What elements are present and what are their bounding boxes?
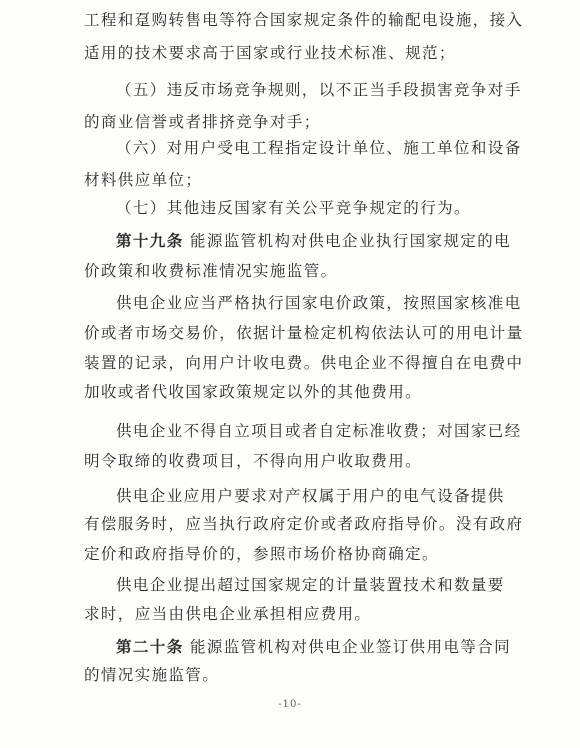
text-line: 加收或者代收国家政策规定以外的其他费用。 bbox=[84, 383, 423, 401]
text-line: 价政策和收费标准情况实施监管。 bbox=[84, 262, 338, 280]
article-19-heading: 第十九条 bbox=[116, 231, 184, 250]
text-line: 适用的技术要求高于国家或行业技术标准、规范； bbox=[84, 44, 456, 62]
text-line: 材料供应单位； bbox=[84, 171, 203, 189]
text-line: 供电企业提出超过国家规定的计量装置技术和数量要 bbox=[116, 576, 505, 594]
article-19-line bbox=[116, 231, 511, 251]
text-line: 的情况实施监管。 bbox=[84, 666, 220, 684]
text-line: 供电企业不得自立项目或者自定标准收费；对国家已经 bbox=[116, 422, 522, 440]
text-line: 供电企业应当严格执行国家电价政策，按照国家核准电 bbox=[116, 294, 522, 312]
page-number: -10- bbox=[278, 699, 302, 710]
article-20-line bbox=[116, 637, 511, 657]
article-20-text: 能源监管机构对供电企业签订供用电等合同 bbox=[189, 638, 512, 656]
text-line: 定价和政府指导价的，参照市场价格协商确定。 bbox=[84, 545, 439, 563]
article-19-text: 能源监管机构对供电企业执行国家规定的电 bbox=[189, 232, 512, 250]
text-line: 明令取缔的收费项目，不得向用户收取费用。 bbox=[84, 452, 423, 470]
text-line: 的商业信誉或者排挤竞争对手； bbox=[84, 113, 321, 131]
text-line: （六）对用户受电工程指定设计单位、施工单位和设备 bbox=[116, 139, 522, 157]
text-line: 装置的记录，向用户计收电费。供电企业不得擅自在电费中 bbox=[84, 354, 524, 372]
text-line: 有偿服务时，应当执行政府定价或者政府指导价。没有政府 bbox=[84, 515, 524, 533]
text-line: 求时，应当由供电企业承担相应费用。 bbox=[84, 605, 372, 623]
text-line: （五）违反市场竞争规则，以不正当手段损害竞争对手 bbox=[116, 81, 522, 99]
text-line: 价或者市场交易价，依据计量检定机构依法认可的用电计量 bbox=[84, 324, 524, 342]
text-line: 供电企业应用户要求对产权属于用户的电气设备提供 bbox=[116, 487, 505, 505]
text-line: 工程和趸购转售电等符合国家规定条件的输配电设施，接入 bbox=[84, 11, 524, 29]
article-20-heading: 第二十条 bbox=[116, 637, 184, 656]
text-line: （七）其他违反国家有关公平竞争规定的行为。 bbox=[116, 199, 471, 217]
